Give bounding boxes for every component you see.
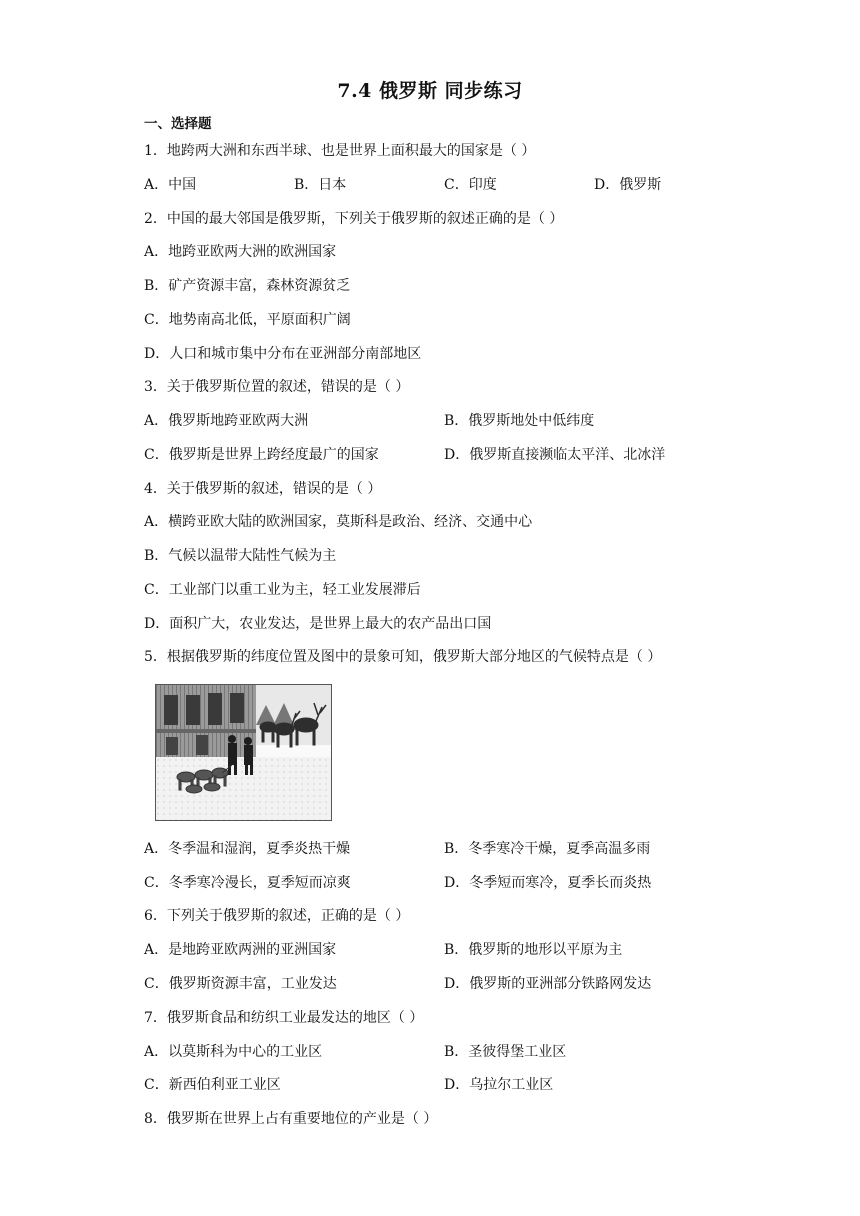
question-2-stem: 2．中国的最大邻国是俄罗斯，下列关于俄罗斯的叙述正确的是（ ） [144, 211, 564, 227]
question-7-stem: 7．俄罗斯食品和纺织工业最发达的地区（ ） [144, 1010, 424, 1026]
question-8-stem: 8．俄罗斯在世界上占有重要地位的产业是（ ） [144, 1111, 438, 1127]
question-5-stem: 5．根据俄罗斯的纬度位置及图中的景象可知，俄罗斯大部分地区的气候特点是（ ） [144, 649, 662, 665]
q4-option-d: D．面积广大，农业发达，是世界上最大的农产品出口国 [144, 616, 492, 632]
q6-option-d: D．俄罗斯的亚洲部分铁路网发达 [444, 976, 652, 992]
q6-option-a: A．是地跨亚欧两洲的亚洲国家 [144, 942, 337, 958]
q2-option-d: D．人口和城市集中分布在亚洲部分南部地区 [144, 346, 422, 362]
q3-option-b: B．俄罗斯地处中低纬度 [444, 413, 595, 429]
q5-option-d: D．冬季短而寒冷，夏季长而炎热 [444, 875, 652, 891]
q1-option-a: A．中国 [144, 177, 197, 193]
q2-option-b: B．矿产资源丰富，森林资源贫乏 [144, 278, 351, 294]
question-3-stem: 3．关于俄罗斯位置的叙述，错误的是（ ） [144, 379, 410, 395]
q3-option-d: D．俄罗斯直接濒临太平洋、北冰洋 [444, 447, 666, 463]
q5-option-c: C．冬季寒冷漫长，夏季短而凉爽 [144, 875, 351, 891]
question-4-stem: 4．关于俄罗斯的叙述，错误的是（ ） [144, 481, 382, 497]
q6-option-b: B．俄罗斯的地形以平原为主 [444, 942, 623, 958]
q3-option-c: C．俄罗斯是世界上跨经度最广的国家 [144, 447, 379, 463]
q7-option-c: C．新西伯利亚工业区 [144, 1077, 281, 1093]
q2-option-c: C．地势南高北低，平原面积广阔 [144, 312, 351, 328]
q5-option-a: A．冬季温和湿润，夏季炎热干燥 [144, 841, 351, 857]
page-title: 7.4 俄罗斯 同步练习 [337, 80, 523, 102]
question-6-stem: 6．下列关于俄罗斯的叙述，正确的是（ ） [144, 908, 410, 924]
q1-option-d: D．俄罗斯 [594, 177, 662, 193]
q1-option-b: B．日本 [294, 177, 347, 193]
q7-option-a: A．以莫斯科为中心的工业区 [144, 1044, 323, 1060]
q6-option-c: C．俄罗斯资源丰富，工业发达 [144, 976, 337, 992]
section-heading: 一、选择题 [144, 116, 212, 132]
q2-option-a: A．地跨亚欧两大洲的欧洲国家 [144, 244, 337, 260]
q4-option-b: B．气候以温带大陆性气候为主 [144, 548, 337, 564]
q7-option-b: B．圣彼得堡工业区 [444, 1044, 567, 1060]
q4-option-c: C．工业部门以重工业为主，轻工业发展滞后 [144, 582, 421, 598]
reindeer-sled-photo [155, 684, 332, 821]
q1-option-c: C．印度 [444, 177, 497, 193]
q4-option-a: A．横跨亚欧大陆的欧洲国家，莫斯科是政治、经济、交通中心 [144, 514, 533, 530]
q5-option-b: B．冬季寒冷干燥，夏季高温多雨 [444, 841, 651, 857]
q3-option-a: A．俄罗斯地跨亚欧两大洲 [144, 413, 309, 429]
question-1-stem: 1．地跨两大洲和东西半球、也是世界上面积最大的国家是（ ） [144, 143, 536, 159]
q7-option-d: D．乌拉尔工业区 [444, 1077, 554, 1093]
